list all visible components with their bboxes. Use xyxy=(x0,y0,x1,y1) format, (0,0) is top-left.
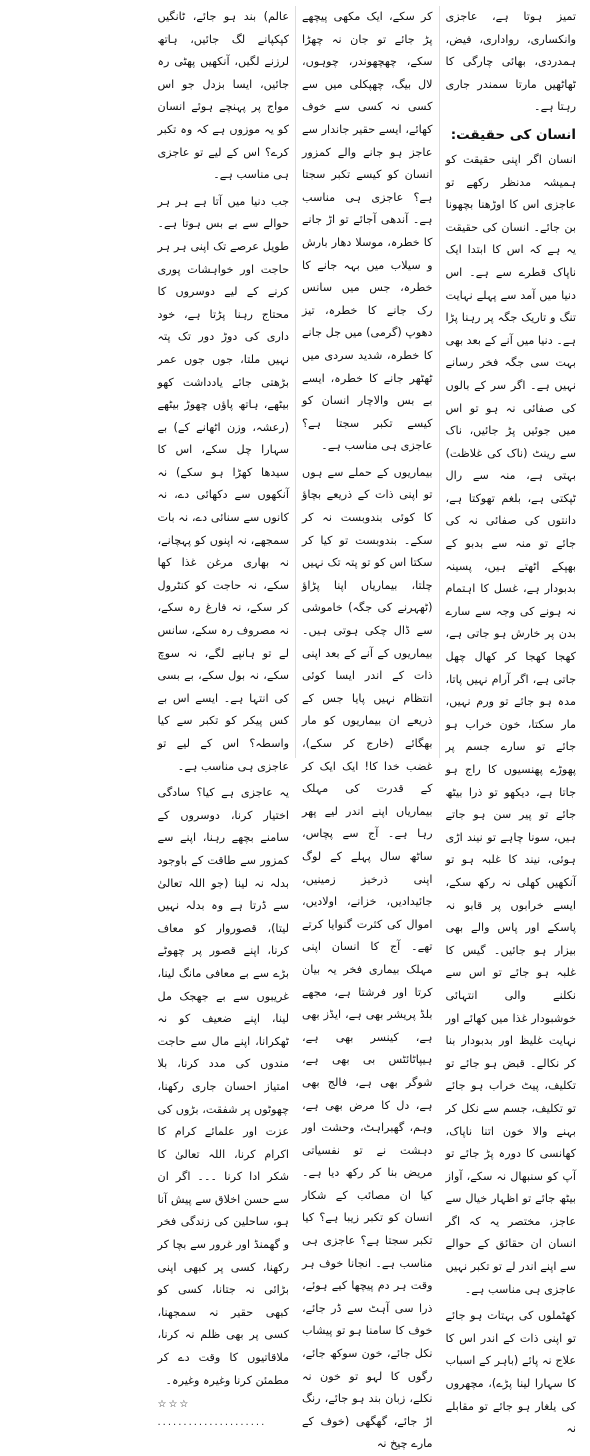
column-2 xyxy=(295,6,439,1451)
column-1 xyxy=(439,6,583,1436)
column-3 xyxy=(152,6,296,1429)
end-of-article-stars: ☆☆☆ ..................... xyxy=(157,1399,267,1429)
paragraph: تمیز ہوتا ہے، عاجزی وانکساری، رواداری، فیض، ہمدردی، بھائی چارگی کا ٹھاٹھیں مارتا سمندر جاری رہتا ہے۔ xyxy=(445,10,576,114)
paragraph: کر سکے، ایک مکھی پیچھے پڑ جائے تو جان نہ چھڑا سکے، چھچھوندر، چوہوں، لال بیگ، چھپکلی میں سے کسی نہ کسی سے خوف کھائے، ایسے حقیر جاندار سے عاجز ہو جانے والے کمزور انسان کو کیسے تکبر سجتا ہے؟ عاجزی ہی مناسب ہے۔ آندھی آجائے تو اڑ جانے کا خطرہ، موسلا دھار بارش و سیلاب میں بہہ جانے کا خطرہ، جس میں سانس رک جانے کا خطرہ، تیز دھوپ (گرمی) میں جل جانے کا خطرہ، شدید سردی میں ٹھٹھر جانے کا خطرہ، ایسے بے بس والاچار انسان کو کیسے تکبر سجتا ہے؟ عاجزی ہی مناسب ہے۔ xyxy=(302,10,433,453)
paragraph: جب دنیا میں آتا ہے ہر ہر حوالے سے بے بس ہوتا ہے۔ طویل عرصے تک اپنی ہر ہر حاجت اور خواہشات پوری کرنے کے لیے دوسروں کا محتاج رہنا پڑتا ہے، خود داری کی دوڑ دور تک پتہ نہیں ملتا، جوں جوں عمر بڑھتی جائے یادداشت کھو بیٹھے، ہاتھ پاؤں چھوڑ بیٹھے (رعشہ، وزن اٹھانے کے) بے سہارا چل سکے، اس کا سیدھا کھڑا ہو سکے) نہ آنکھوں سے دکھائی دے، نہ کانوں سے سنائی دے، نہ بات سمجھے، نہ اپنوں کو پہچانے، نہ بھاری مرغن غذا کھا سکے، نہ حاجت کو کنٹرول کر سکے، نہ فارغ رہ سکے، نہ مصروف رہ سکے، سانس لے تو ہانپے لگے، نہ سوچ سکے، نہ بول سکے، بے بسی کی انتہا ہے۔ ایسے اس بے کس پیکر کو تکبر سے کیا واسطہ؟ اس کے لیے تو عاجزی ہی مناسب ہے۔ xyxy=(157,194,289,773)
paragraph: کھٹملوں کی بہتات ہو جائے تو اپنی ذات کے اندر اس کا علاج نہ پائے (باہر کے اسباب کا سہارا لینا پڑے)، مچھروں کی یلغار ہو جائے تو مقابلے نہ xyxy=(445,1309,576,1436)
paragraph: انسان اگر اپنی حقیقت کو ہمیشہ مدنظر رکھے تو عاجزی اس کا اوڑھنا بچھونا بن جائے۔ انسان کی حقیقت یہ ہے کہ اس کا ابتدا ایک ناپاک قطرے سے ہے۔ اس دنیا میں آمد سے پہلے نہایت تنگ و تاریک جگہ پر رہنا پڑا ہے۔ دنیا میں آنے کے بعد بھی بہت سی جگہ فخر رسانے نہیں ہے۔ اگر سر کے بالوں کی صفائی نہ ہو تو اس میں جوئیں پڑ جائیں، ناک سے رینٹ (ناک کی غلاظت) بہتی ہے، منہ سے رال ٹپکتی ہے، بلغم تھوکتا ہے، دانتوں کی صفائی نہ کی جائے تو منہ سے بدبو کے بھپکے اٹھتے ہیں، پسینہ بدبودار ہے، غسل کا اہتمام نہ ہونے کی وجہ سے سارے بدن پر خارش ہو جاتی ہے، کھجا کھجا کر کھال چھل جاتی ہے، اگر آرام نہیں پاتا، مدہ ہو جائے تو ورم نہیں، مار سکتا، خون خراب ہو جائے تو سارے جسم پر پھوڑے پھنسیوں کا راج ہو جاتا ہے، دیکھو تو ذرا بیٹھ جائے تو پیر سن ہو جاتے ہیں، سونا چاہے تو نیند اڑی ہوئی، نیند کا غلبہ ہو تو آنکھیں کھلی نہ رکھ سکے، ایسے خرابوں پر قابو نہ پاسکے اور پاس والے بھی بیزار ہو جائیں۔ گیس کا غلبہ ہو جائے تو اس سے نکلنے والی انتہائی خوشبودار غذا میں کھائے اور نہایت غلیظ اور بدبودار بنا کر نکالے۔ قبض ہو جائے تو تکلیف، پیٹ خراب ہو جائے تو تکلیف، جسم سے نکل کر بہنے والا خون اتنا ناپاک، کھانسی کا دورہ پڑ جائے تو آپ کو سنبھال نہ سکے، آواز بیٹھ جائے تو اظہار خیال سے عاجز، مختصر یہ کہ اگر انسان ان حقائق کے حوالے سے اپنے اندر لے تو تکبر نہیں عاجزی ہی مناسب ہے۔ xyxy=(445,152,576,1296)
paragraph: یہ عاجزی ہے کیا؟ سادگی اختیار کرنا، دوسروں کے سامنے بچھے رہنا، اپنے سے کمزور سے طاقت کے باوجود بدلہ نہ لینا (جو اللہ تعالیٰ سے ڈرتا ہے وہ بدلہ نہیں لیتا)، قصوروار کو معاف کرنا، اپنے قصور پر چھوٹے بڑے سے بے معافی مانگ لینا، غریبوں سے بے جھجک مل لینا، اپنے ضعیف کو نہ ٹھکرانا، اپنے مال سے حاجت مندوں کی مدد کرنا، بلا امتیاز احسان جاری رکھنا، چھوٹوں پر شفقت، بڑوں کی عزت اور علمائے کرام کا اکرام کرنا، اللہ تعالیٰ کا شکر ادا کرنا ۔۔۔ اگر ان سے حسن اخلاق سے پیش آنا ہو، ساحلین کی زندگی فخر و گھمنڈ اور غرور سے بچا کر رکھنا، کسی پر کبھی اپنی بڑائی نہ جتانا، کسی کو کبھی حقیر نہ سمجھنا، کسی پر بھی ظلم نہ کرنا، ملاقاتیوں کا وقت دے کر مطمئن کرنا وغیرہ وغیرہ۔ xyxy=(157,786,289,1387)
paragraph: بیماریوں کے حملے سے ہوں تو اپنی ذات کے ذریعے بچاؤ کا کوئی بندوبست نہ کر سکے۔ بندوبست تو کیا کر سکتا اس کو تو پتہ تک نہیں چلتا، بیماریاں اپنا پڑاؤ (ٹھہرنے کی جگہ) خاموشی سے ڈال چکی ہوتی ہیں۔ بیماریوں کے آنے کے بعد اپنی ذات کے اندر ایسا کوئی انتظام نہیں پایا جس کے ذریعے ان بیماریوں کو مار بھگائے (خارج کر سکے)، غضب خدا کا! ایک ایک کر کے قدرت کی مہلک بیماریاں اپنے اندر لیے پھر رہا ہے۔ آج سے پچاس، ساٹھ سال پہلے کے لوگ اپنی ذرخیز زمینیں، جائیدادیں، خزانے، اولادیں، اموال کی کثرت گنوایا کرتے تھے۔ آج کا انسان اپنی مہلک بیماری فخر یہ بیان کرتا اور فرشتا ہے، مجھے بلڈ پریشر بھی ہے، ایڈز بھی ہے، کینسر بھی ہے، ہیپاٹائٹس بی بھی ہے، شوگر بھی ہے، فالج بھی ہے، دل کا مرض بھی ہے، وہم، گھبراہٹ، وحشت اور دہشت نے تو نفسیاتی مریض بنا کر رکھ دیا ہے۔ کیا ان مصائب کے شکار انسان کو تکبر زیبا ہے؟ کیا تکبر سجتا ہے؟ عاجزی ہی مناسب ہے۔ انجانا خوف ہر وقت ہر دم پیچھا کیے ہوئے، ذرا سی آہٹ سے ڈر جائے، خوف کا سامنا ہو تو پیشاب نکل جائے، خون سوکھ جائے، رگوں کا لہو تو خون نہ نکلے، زبان بند ہو جائے، رنگ اڑ جائے، گھگھی (خوف کے مارے چیخ نہ xyxy=(302,465,433,1451)
section-heading: انسان کی حقیقت: xyxy=(450,126,576,143)
paragraph: عالم) بند ہو جائے، ٹانگیں کپکپانے لگ جائیں، ہاتھ لرزنے لگیں، آنکھیں پھٹی رہ جائیں، ایسا بزدل جو اس مواج پر پہنچے ہوئے انسان کو یہ موزوں ہے کہ وہ تکبر کرے؟ اس کے لیے تو عاجزی ہی مناسب ہے۔ xyxy=(157,10,289,182)
columns-container xyxy=(8,6,582,1451)
